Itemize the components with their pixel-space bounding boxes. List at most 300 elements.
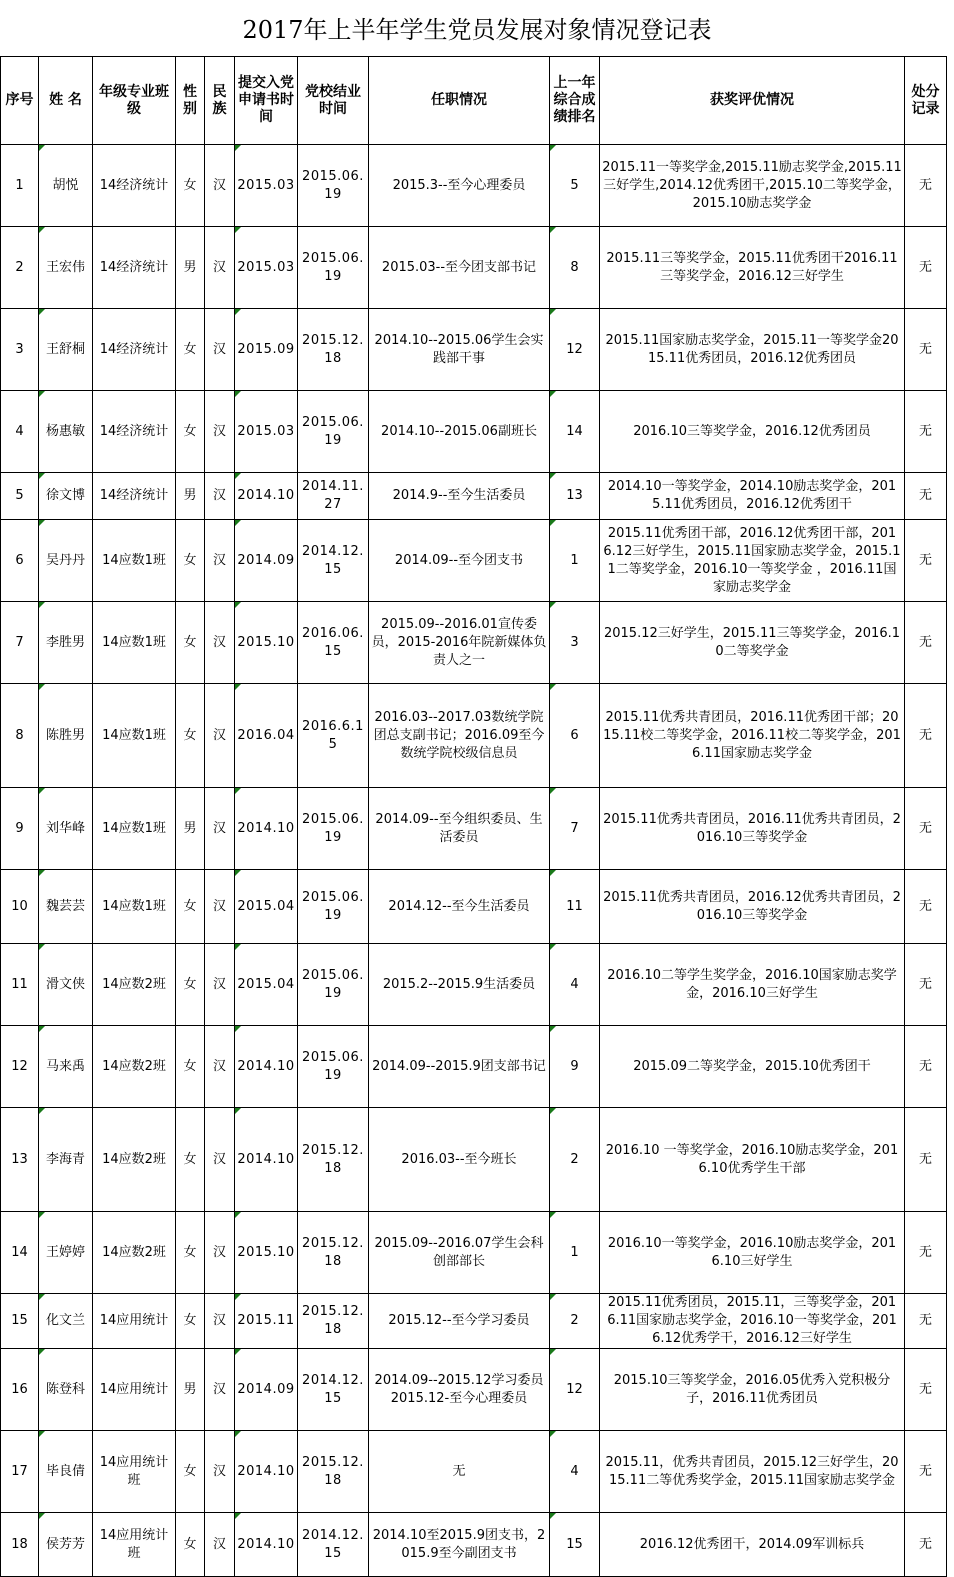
cell-seq (1, 1108, 39, 1212)
cell-ethnicity-text: 汉 (212, 634, 226, 650)
table-row (1, 788, 947, 870)
cell-positions (369, 520, 550, 602)
cell-rank-text: 7 (570, 820, 579, 836)
cell-apply-time (235, 684, 298, 788)
cell-class (93, 870, 176, 944)
cell-gender-text: 女 (183, 1463, 197, 1479)
cell-gender (176, 391, 205, 473)
cell-gender-text: 男 (183, 820, 197, 836)
table-row (1, 391, 947, 473)
cell-positions-text: 无 (452, 1463, 466, 1479)
cell-ethnicity-text: 汉 (212, 727, 226, 743)
cell-gender (176, 602, 205, 684)
cell-name (39, 788, 93, 870)
cell-ethnicity-text: 汉 (212, 976, 226, 992)
cell-rank-text: 14 (566, 423, 583, 439)
cell-rank (550, 684, 600, 788)
cell-class-text: 14应数2班 (102, 1244, 166, 1260)
cell-positions-text: 2014.09--2015.12学习委员2015.12-至今心理委员 (374, 1372, 544, 1406)
cell-awards (600, 944, 905, 1026)
cell-positions (369, 1513, 550, 1577)
cell-name (39, 227, 93, 309)
cell-seq-text: 10 (11, 898, 28, 914)
cell-positions-text: 2014.09--至今组织委员、生活委员 (375, 811, 543, 845)
cell-ethnicity (205, 1026, 235, 1108)
cell-name-text: 吴丹丹 (45, 552, 85, 568)
cell-seq (1, 870, 39, 944)
cell-discipline-text: 无 (918, 1536, 932, 1552)
cell-discipline-text: 无 (918, 177, 932, 193)
cell-gender-text: 女 (183, 1313, 197, 1328)
cell-ethnicity (205, 1513, 235, 1577)
cell-gender-text: 女 (183, 634, 197, 650)
cell-rank-text: 1 (570, 1244, 579, 1260)
cell-seq (1, 944, 39, 1026)
cell-apply-time-text: 2015.03 (237, 259, 295, 275)
cell-name-text: 王舒桐 (45, 341, 85, 357)
cell-gender-text: 女 (183, 177, 197, 193)
cell-awards-text: 2015.11优秀共青团员，2016.12优秀共青团员，2016.10三等奖学金 (603, 889, 901, 923)
cell-gender-text: 女 (183, 423, 197, 439)
cell-school-time (298, 1212, 369, 1294)
cell-apply-time-text: 2015.11 (237, 1313, 295, 1328)
cell-seq-text: 5 (15, 488, 24, 503)
cell-class-text: 14应数1班 (102, 552, 166, 568)
cell-school-time (298, 1513, 369, 1577)
cell-awards-text: 2015.12三好学生，2015.11三等奖学金，2016.10二等奖学金 (603, 625, 900, 659)
cell-apply-time-text: 2015.09 (237, 341, 295, 357)
cell-gender-text: 男 (183, 488, 197, 503)
cell-name (39, 1294, 93, 1349)
cell-awards (600, 602, 905, 684)
cell-class-text: 14应用统计班 (99, 1454, 169, 1488)
cell-positions-text: 2014.9--至今生活委员 (392, 488, 526, 503)
cell-apply-time (235, 145, 298, 227)
cell-discipline (905, 309, 947, 391)
cell-class (93, 944, 176, 1026)
header-name: 姓 名 (39, 57, 93, 145)
cell-gender-text: 女 (183, 341, 197, 357)
cell-apply-time (235, 520, 298, 602)
cell-class (93, 684, 176, 788)
cell-class (93, 1513, 176, 1577)
cell-seq-text: 3 (15, 341, 24, 357)
cell-school-time (298, 473, 369, 520)
cell-rank (550, 227, 600, 309)
cell-gender (176, 1212, 205, 1294)
cell-discipline-text: 无 (918, 634, 932, 650)
cell-apply-time-text: 2015.03 (237, 423, 295, 439)
cell-gender-text: 女 (183, 1244, 197, 1260)
cell-school-time (298, 1294, 369, 1349)
cell-school-time (298, 227, 369, 309)
table-row (1, 1513, 947, 1577)
cell-discipline-text: 无 (918, 976, 932, 992)
cell-rank-text: 9 (570, 1058, 579, 1074)
cell-positions (369, 602, 550, 684)
cell-awards-text: 2015.11优秀共青团员，2016.11优秀团干部；2015.11校二等奖学金，2016.11校二等奖学金，2016.11国家励志奖学金 (603, 709, 901, 761)
cell-rank-text: 2 (570, 1313, 579, 1328)
cell-discipline-text: 无 (918, 898, 932, 914)
cell-class-text: 14应用统计 (99, 1313, 169, 1328)
cell-ethnicity-text: 汉 (212, 177, 226, 193)
cell-discipline (905, 1294, 947, 1349)
cell-school-time-text: 2014.12.15 (302, 543, 364, 577)
cell-ethnicity-text: 汉 (212, 898, 226, 914)
cell-awards-text: 2015.11优秀团员，2015.11，三等奖学金，2016.11国家励志奖学金，2016.10一等奖学金，2016.12优秀学干，2016.12三好学生 (607, 1295, 897, 1346)
cell-awards (600, 309, 905, 391)
cell-discipline (905, 684, 947, 788)
cell-gender (176, 520, 205, 602)
cell-gender (176, 227, 205, 309)
cell-apply-time (235, 227, 298, 309)
cell-discipline-text: 无 (918, 820, 932, 836)
cell-seq-text: 16 (11, 1381, 28, 1397)
cell-positions-text: 2015.09--2016.01宣传委员，2015-2016年院新媒体负责人之一 (371, 616, 547, 668)
cell-ethnicity-text: 汉 (212, 1313, 226, 1328)
cell-rank (550, 309, 600, 391)
table-row (1, 602, 947, 684)
cell-rank (550, 473, 600, 520)
cell-school-time (298, 602, 369, 684)
cell-name-text: 化文兰 (45, 1313, 85, 1328)
cell-awards-text: 2015.11，优秀共青团员，2015.12三好学生，2015.11二等优秀奖学金，2015.11国家励志奖学金 (605, 1454, 899, 1488)
cell-discipline (905, 1026, 947, 1108)
cell-school-time (298, 145, 369, 227)
cell-seq (1, 520, 39, 602)
cell-rank-text: 3 (570, 634, 579, 650)
cell-seq (1, 473, 39, 520)
cell-rank (550, 1294, 600, 1349)
cell-rank (550, 1026, 600, 1108)
cell-ethnicity (205, 1431, 235, 1513)
table-row (1, 309, 947, 391)
cell-class-text: 14应数2班 (102, 1151, 166, 1167)
cell-seq (1, 1294, 39, 1349)
cell-seq-text: 4 (15, 423, 24, 439)
cell-discipline-text: 无 (918, 341, 932, 357)
table-row (1, 473, 947, 520)
cell-seq (1, 788, 39, 870)
cell-apply-time-text: 2015.10 (237, 1244, 295, 1260)
cell-rank-text: 1 (570, 552, 579, 568)
cell-positions (369, 1026, 550, 1108)
table-row (1, 1026, 947, 1108)
cell-school-time-text: 2015.12.18 (302, 1142, 364, 1176)
cell-positions-text: 2014.09--2015.9团支部书记 (372, 1058, 546, 1074)
cell-positions-text: 2015.03--至今团支部书记 (381, 259, 537, 275)
cell-rank (550, 391, 600, 473)
cell-rank-text: 12 (566, 1381, 583, 1397)
cell-seq-text: 6 (15, 552, 24, 568)
cell-awards-text: 2015.11优秀团干部，2016.12优秀团干部，2016.12三好学生，2015.11国家励志奖学金，2015.11二等奖学金，2016.10一等奖学金 ，2016.11国家励志奖学金 (603, 525, 901, 595)
cell-school-time (298, 1349, 369, 1431)
cell-school-time-text: 2015.06.19 (302, 250, 364, 284)
cell-awards (600, 145, 905, 227)
cell-school-time (298, 1026, 369, 1108)
cell-positions-text: 2014.10--2015.06学生会实践部干事 (374, 332, 544, 366)
cell-discipline (905, 227, 947, 309)
cell-rank (550, 870, 600, 944)
cell-school-time-text: 2014.12.15 (302, 1527, 364, 1561)
cell-ethnicity (205, 145, 235, 227)
cell-seq (1, 227, 39, 309)
cell-school-time-text: 2015.12.18 (302, 1235, 364, 1269)
cell-ethnicity-text: 汉 (212, 1463, 226, 1479)
cell-name-text: 王婷婷 (45, 1244, 85, 1260)
cell-rank-text: 15 (566, 1536, 583, 1552)
cell-rank (550, 1212, 600, 1294)
registration-table (0, 56, 947, 1577)
cell-class (93, 1294, 176, 1349)
cell-discipline-text: 无 (918, 1463, 932, 1479)
cell-apply-time (235, 1513, 298, 1577)
cell-apply-time (235, 602, 298, 684)
cell-awards-text: 2016.10三等奖学金，2016.12优秀团员 (633, 423, 871, 439)
cell-seq (1, 1431, 39, 1513)
cell-apply-time-text: 2015.04 (237, 898, 295, 914)
cell-discipline-text: 无 (918, 727, 932, 743)
sheet-title: 2017年上半年学生党员发展对象情况登记表 (242, 16, 712, 44)
cell-awards-text: 2015.11优秀共青团员，2016.11优秀共青团员，2016.10三等奖学金 (603, 811, 901, 845)
cell-apply-time-text: 2014.10 (237, 1151, 295, 1167)
cell-discipline-text: 无 (918, 1313, 932, 1328)
cell-awards (600, 1212, 905, 1294)
cell-class-text: 14经济统计 (99, 177, 169, 193)
cell-school-time-text: 2015.12.18 (302, 1454, 364, 1488)
cell-discipline-text: 无 (918, 1151, 932, 1167)
table-row (1, 1294, 947, 1349)
cell-apply-time (235, 870, 298, 944)
cell-school-time (298, 1108, 369, 1212)
header-apply-time: 提交入党申请书时间 (235, 57, 298, 145)
cell-positions (369, 227, 550, 309)
cell-seq-text: 17 (11, 1463, 28, 1479)
cell-seq (1, 1513, 39, 1577)
cell-ethnicity-text: 汉 (212, 1151, 226, 1167)
cell-positions-text: 2015.12--至今学习委员 (388, 1313, 530, 1328)
cell-name (39, 870, 93, 944)
cell-seq-text: 2 (15, 259, 24, 275)
cell-apply-time-text: 2014.10 (237, 820, 295, 836)
cell-positions (369, 309, 550, 391)
cell-discipline (905, 1349, 947, 1431)
table-row (1, 1108, 947, 1212)
header-seq: 序号 (1, 57, 39, 145)
table-row (1, 944, 947, 1026)
cell-apply-time (235, 1212, 298, 1294)
cell-ethnicity (205, 227, 235, 309)
cell-apply-time (235, 1026, 298, 1108)
cell-awards (600, 870, 905, 944)
cell-positions-text: 2014.10至2015.9团支书，2015.9至今副团支书 (372, 1527, 546, 1561)
cell-class (93, 1212, 176, 1294)
cell-gender-text: 女 (183, 727, 197, 743)
cell-discipline-text: 无 (918, 423, 932, 439)
cell-awards-text: 2015.11一等奖学金,2015.11励志奖学金,2015.11三好学生,2014.12优秀团干,2015.10二等奖学金，2015.10励志奖学金 (602, 159, 902, 211)
cell-apply-time (235, 1294, 298, 1349)
cell-gender (176, 1108, 205, 1212)
cell-positions (369, 944, 550, 1026)
cell-name (39, 1108, 93, 1212)
cell-rank-text: 12 (566, 341, 583, 357)
cell-positions-text: 2015.09--2016.07学生会科创部部长 (374, 1235, 544, 1269)
cell-class (93, 473, 176, 520)
cell-positions-text: 2015.2--2015.9生活委员 (382, 976, 536, 992)
cell-apply-time-text: 2016.04 (237, 727, 295, 743)
cell-ethnicity (205, 391, 235, 473)
cell-seq-text: 15 (11, 1313, 28, 1328)
cell-gender-text: 女 (183, 1058, 197, 1074)
cell-apply-time-text: 2015.03 (237, 177, 295, 193)
cell-gender-text: 男 (183, 259, 197, 275)
cell-rank (550, 1513, 600, 1577)
cell-class-text: 14应数1班 (102, 820, 166, 836)
cell-awards-text: 2015.11国家励志奖学金，2015.11一等奖学金2015.11优秀团员，2016.12优秀团员 (605, 332, 899, 366)
cell-apply-time (235, 1108, 298, 1212)
cell-name (39, 309, 93, 391)
cell-gender (176, 309, 205, 391)
cell-name-text: 王宏伟 (45, 259, 85, 275)
cell-positions (369, 1212, 550, 1294)
cell-seq-text: 1 (15, 177, 24, 193)
cell-school-time-text: 2014.12.15 (302, 1372, 364, 1406)
cell-awards-text: 2016.10一等奖学金，2016.10励志奖学金，2016.10三好学生 (607, 1235, 897, 1269)
cell-apply-time-text: 2014.10 (237, 488, 295, 503)
table-row (1, 1349, 947, 1431)
cell-ethnicity-text: 汉 (212, 1381, 226, 1397)
table-row (1, 1212, 947, 1294)
cell-name-text: 毕良倩 (45, 1463, 85, 1479)
cell-seq (1, 145, 39, 227)
cell-name (39, 1513, 93, 1577)
cell-gender-text: 女 (183, 898, 197, 914)
cell-school-time (298, 684, 369, 788)
cell-ethnicity-text: 汉 (212, 820, 226, 836)
cell-rank-text: 2 (570, 1151, 579, 1167)
cell-ethnicity-text: 汉 (212, 423, 226, 439)
cell-rank (550, 520, 600, 602)
cell-discipline-text: 无 (918, 552, 932, 568)
cell-awards-text: 2015.10三等奖学金，2016.05优秀入党积极分子，2016.11优秀团员 (613, 1372, 891, 1406)
cell-name (39, 391, 93, 473)
cell-seq (1, 1026, 39, 1108)
cell-rank (550, 602, 600, 684)
cell-name (39, 520, 93, 602)
cell-rank-text: 8 (570, 259, 579, 275)
cell-rank-text: 13 (566, 488, 583, 503)
cell-discipline (905, 788, 947, 870)
cell-apply-time-text: 2014.10 (237, 1463, 295, 1479)
cell-apply-time (235, 788, 298, 870)
cell-name (39, 145, 93, 227)
cell-class-text: 14应数1班 (102, 634, 166, 650)
cell-ethnicity (205, 944, 235, 1026)
cell-school-time-text: 2015.12.18 (302, 1304, 364, 1337)
cell-seq-text: 8 (15, 727, 24, 743)
table-row (1, 227, 947, 309)
cell-rank (550, 1108, 600, 1212)
cell-name (39, 473, 93, 520)
table-row (1, 1431, 947, 1513)
cell-name-text: 陈登科 (45, 1381, 85, 1397)
cell-awards-text: 2015.11三等奖学金，2015.11优秀团干2016.11三等奖学金，2016.12三好学生 (606, 250, 898, 284)
cell-school-time (298, 520, 369, 602)
cell-school-time-text: 2016.06.15 (302, 625, 364, 659)
cell-ethnicity-text: 汉 (212, 552, 226, 568)
cell-discipline (905, 602, 947, 684)
header-discipline: 处分记录 (905, 57, 947, 145)
cell-rank-text: 11 (566, 898, 583, 914)
cell-awards-text: 2014.10一等奖学金，2014.10励志奖学金，2015.11优秀团员，2016.12优秀团干 (607, 479, 897, 512)
cell-rank-text: 4 (570, 1463, 579, 1479)
cell-class-text: 14应数2班 (102, 976, 166, 992)
cell-class-text: 14经济统计 (99, 423, 169, 439)
cell-awards (600, 788, 905, 870)
cell-seq-text: 9 (15, 820, 24, 836)
cell-school-time-text: 2015.12.18 (302, 332, 364, 366)
cell-school-time-text: 2015.06.19 (302, 967, 364, 1001)
cell-apply-time (235, 391, 298, 473)
cell-seq-text: 13 (11, 1151, 28, 1167)
cell-class-text: 14应用统计班 (99, 1527, 169, 1561)
cell-class (93, 788, 176, 870)
cell-name (39, 684, 93, 788)
cell-gender (176, 944, 205, 1026)
cell-class-text: 14应用统计 (99, 1381, 169, 1397)
cell-ethnicity-text: 汉 (212, 1536, 226, 1552)
cell-ethnicity-text: 汉 (212, 1244, 226, 1260)
cell-class (93, 145, 176, 227)
cell-rank (550, 944, 600, 1026)
cell-discipline-text: 无 (918, 488, 932, 503)
cell-ethnicity (205, 1294, 235, 1349)
cell-school-time-text: 2015.06.19 (302, 811, 364, 845)
cell-seq-text: 11 (11, 976, 28, 992)
cell-apply-time-text: 2014.10 (237, 1536, 295, 1552)
cell-gender (176, 1349, 205, 1431)
cell-rank-text: 5 (570, 177, 579, 193)
table-row (1, 145, 947, 227)
cell-awards (600, 1108, 905, 1212)
cell-ethnicity (205, 684, 235, 788)
cell-positions-text: 2016.03--至今班长 (401, 1151, 517, 1167)
cell-gender (176, 870, 205, 944)
cell-positions (369, 391, 550, 473)
cell-gender-text: 男 (183, 1381, 197, 1397)
cell-gender (176, 684, 205, 788)
cell-rank (550, 788, 600, 870)
cell-awards (600, 1294, 905, 1349)
cell-rank (550, 1431, 600, 1513)
cell-gender-text: 女 (183, 1536, 197, 1552)
cell-awards (600, 1349, 905, 1431)
cell-ethnicity-text: 汉 (212, 341, 226, 357)
cell-discipline-text: 无 (918, 1058, 932, 1074)
cell-gender (176, 1513, 205, 1577)
cell-school-time (298, 391, 369, 473)
cell-positions-text: 2014.09--至今团支书 (394, 552, 524, 568)
cell-awards (600, 1431, 905, 1513)
cell-class-text: 14经济统计 (99, 341, 169, 357)
cell-class-text: 14经济统计 (99, 259, 169, 275)
cell-name-text: 马来禹 (45, 1058, 85, 1074)
cell-name (39, 1212, 93, 1294)
table-row (1, 520, 947, 602)
cell-discipline (905, 1108, 947, 1212)
cell-discipline (905, 1431, 947, 1513)
cell-seq (1, 602, 39, 684)
